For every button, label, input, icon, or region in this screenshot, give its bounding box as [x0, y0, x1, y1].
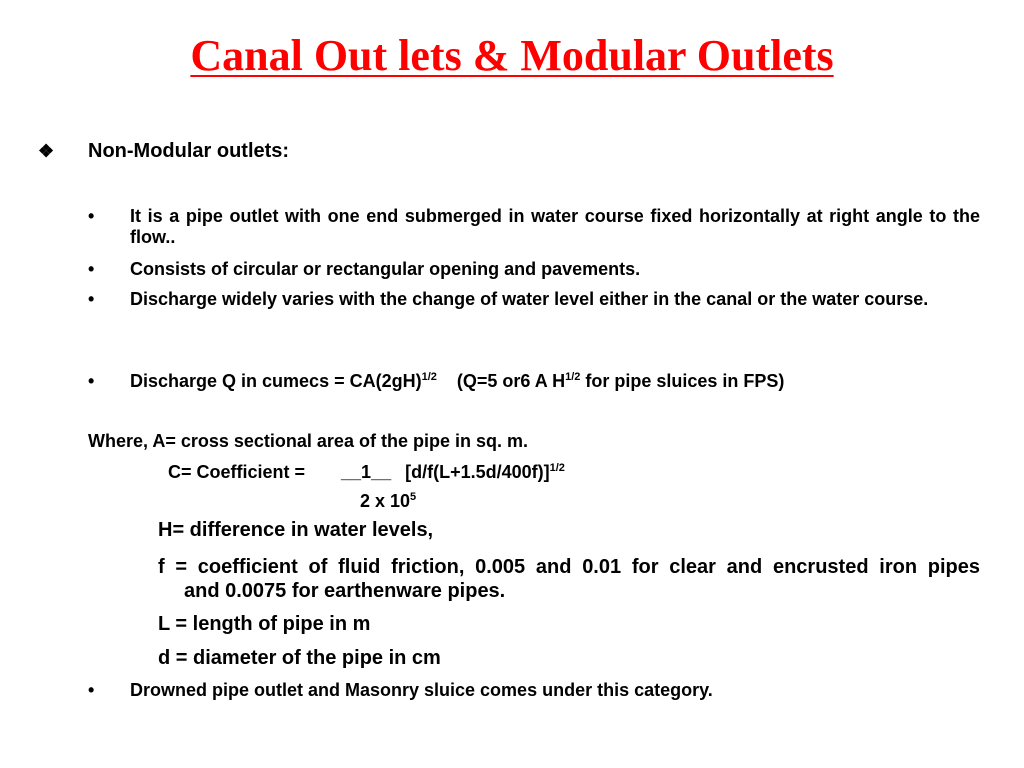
denominator-text: 2 x 10 — [360, 491, 411, 511]
slide-title: Canal Out lets & Modular Outlets — [190, 31, 834, 80]
l-definition: L = length of pipe in m — [158, 613, 371, 635]
fps-formula-text: (Q=5 or6 A H — [456, 371, 566, 391]
diamond-bullet-icon: ❖ — [38, 141, 55, 161]
f-definition-earthenware: and 0.0075 for earthenware pipes. — [184, 580, 506, 602]
bullet-dot-icon: • — [88, 680, 95, 700]
f-definition-text: f = coefficient of fluid friction, 0.005 and 0.01 for clear and encrusted iron pipes — [158, 556, 980, 578]
where-area-line: Where, A= cross sectional area of the pipe in sq. m. — [88, 431, 528, 451]
bullet-text: Consists of circular or rectangular opening and pavements. — [130, 259, 641, 279]
fps-formula-suffix: for pipe sluices in FPS) — [580, 371, 785, 391]
bullet-dot-icon: • — [88, 289, 95, 309]
coefficient-bracket: [d/f(L+1.5d/400f)] — [405, 462, 550, 482]
fps-exponent: 1/2 — [565, 371, 581, 383]
discharge-text: Discharge Q in cumecs = CA(2gH) — [130, 371, 422, 391]
coefficient-label: C= Coefficient = — [168, 462, 306, 482]
bullet-text: Discharge widely varies with the change of water level either in the canal or the water course. — [130, 289, 929, 309]
bullet-dot-icon: • — [88, 259, 95, 279]
bullet-item — [88, 206, 980, 248]
section-heading — [38, 140, 289, 163]
d-definition: d = diameter of the pipe in cm — [158, 647, 441, 669]
bullet-text: Drowned pipe outlet and Masonry sluice comes under this category. — [130, 680, 713, 700]
bullet-text: It is a pipe outlet with one end submerged in water course fixed horizontally at right angle to the flow.. — [130, 206, 980, 247]
bullet-item — [88, 259, 980, 280]
bullet-dot-icon: • — [88, 206, 95, 226]
coefficient-line — [168, 462, 565, 483]
f-definition — [88, 555, 980, 603]
coefficient-exponent: 1/2 — [549, 462, 565, 474]
denominator-exponent: 5 — [410, 491, 417, 503]
h-definition: H= difference in water levels, — [158, 519, 434, 541]
bullet-item — [88, 680, 980, 701]
section-heading-text: Non-Modular outlets: — [88, 140, 290, 162]
bullet-dot-icon: • — [88, 371, 95, 391]
discharge-exponent: 1/2 — [421, 371, 437, 383]
discharge-formula — [88, 371, 784, 392]
bullet-item — [88, 289, 980, 310]
coefficient-numerator: __1__ — [341, 462, 392, 482]
coefficient-denominator — [360, 491, 416, 512]
